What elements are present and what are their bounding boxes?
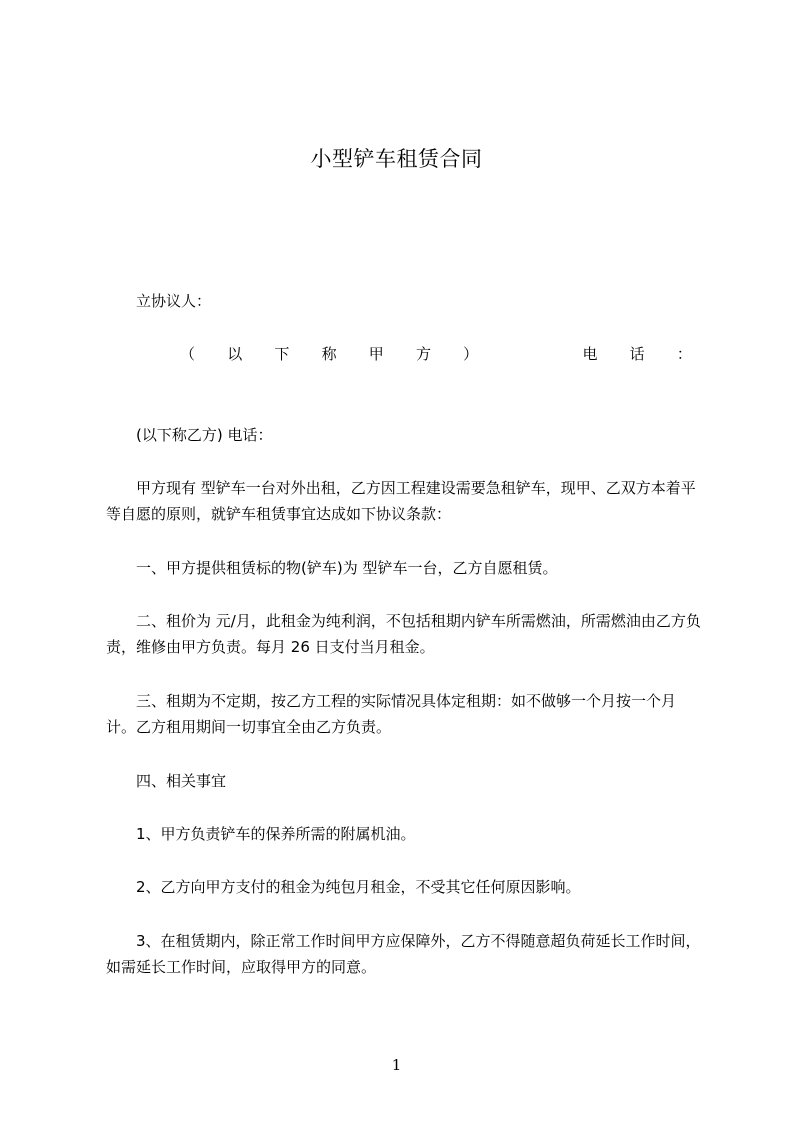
- item-3-text: 3、在租赁期内，除正常工作时间甲方应保障外，乙方不得随意超负荷延长工作时间，如需延长工作时间，应取得甲方的同意。: [106, 932, 701, 976]
- item-1-text: 1、甲方负责铲车的保养所需的附属机油。: [136, 825, 416, 843]
- item-3: [106, 928, 702, 980]
- clause-1-text: 一、甲方提供租赁标的物(铲车)为 型铲车一台，乙方自愿租赁。: [136, 559, 558, 577]
- clause-2-text: 二、租价为 元/月，此租金为纯利润，不包括租期内铲车所需燃油，所需燃油由乙方负责，维修由甲方负责。每月 26 日支付当月租金。: [106, 612, 701, 656]
- party-a-line: [106, 288, 702, 314]
- party-a-text: 立协议人：: [136, 292, 212, 310]
- spread-char: 称: [321, 345, 337, 363]
- spread-gap: [510, 343, 550, 364]
- spread-char: 方: [415, 345, 431, 363]
- clause-4-heading: [106, 768, 702, 794]
- spread-char: 甲: [368, 345, 384, 363]
- spread-char: 以: [227, 345, 243, 363]
- intro-text: 甲方现有 型铲车一台对外出租，乙方因工程建设需要急租铲车，现甲、乙双方本着平等自愿的原则，就铲车租赁事宜达成如下协议条款：: [106, 479, 696, 523]
- clause-3-text: 三、租期为不定期，按乙方工程的实际情况具体定租期：如不做够一个月按一个月计。乙方租用期间一切事宜全由乙方负责。: [106, 692, 677, 736]
- page-number: 1: [391, 1056, 402, 1074]
- spread-char: 话: [629, 345, 645, 363]
- intro-paragraph: [106, 475, 702, 527]
- spread-char: 电: [582, 345, 598, 363]
- spread-char: ）: [463, 345, 479, 363]
- clause-2: [106, 608, 702, 660]
- item-1: [106, 821, 702, 847]
- spread-char: （: [180, 345, 196, 363]
- party-b-text: (以下称乙方) 电话：: [136, 426, 273, 444]
- spread-char: 下: [274, 345, 290, 363]
- document-title: 小型铲车租赁合同: [310, 147, 483, 171]
- spread-char: ：: [676, 345, 692, 363]
- clause-1: [106, 555, 702, 581]
- clause-3: [106, 688, 702, 740]
- party-b-line: [106, 422, 702, 448]
- clause-4-heading-text: 四、相关事宜: [136, 772, 227, 790]
- item-2-text: 2、乙方向甲方支付的租金为纯包月租金，不受其它任何原因影响。: [136, 878, 581, 896]
- item-2: [106, 874, 702, 900]
- party-a-spread-line: [180, 343, 692, 364]
